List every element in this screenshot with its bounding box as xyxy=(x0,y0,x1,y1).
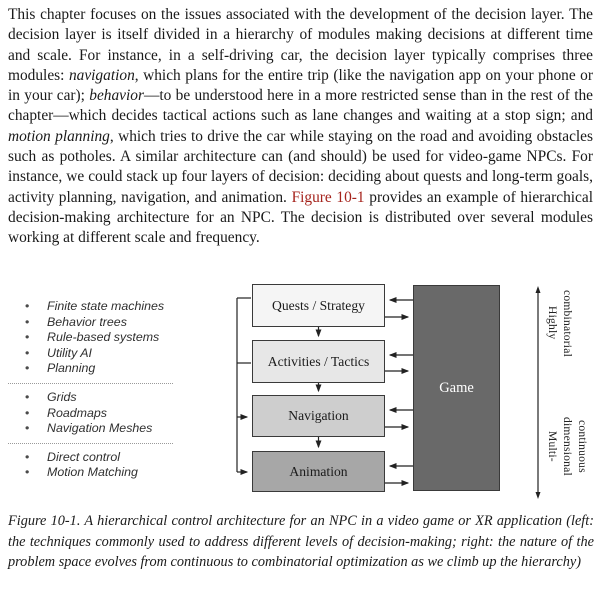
technique-item: • Navigation Meshes xyxy=(8,421,180,437)
axis-label-highly-combinatorial: Highly combinatorial xyxy=(546,289,574,357)
module-box-animation xyxy=(252,451,385,492)
axis-arrowhead-up xyxy=(536,286,541,293)
figure-10-1-link[interactable]: Figure 10-1 xyxy=(291,188,365,206)
dotted-divider xyxy=(8,383,173,384)
technique-item: • Rule-based systems xyxy=(8,330,180,346)
technique-item: • Utility AI xyxy=(8,346,180,362)
module-box-navigation xyxy=(252,395,385,437)
module-label: Activities / Tactics xyxy=(267,353,370,369)
techniques-group-decision xyxy=(8,299,180,377)
technique-item: • Finite state machines xyxy=(8,299,180,315)
paragraph-run: —to be understood here in a more restricted sense than in the rest of the chapter—which decides tactical actions such as lane changes and waiting at a stop sign; and xyxy=(8,87,593,125)
dotted-divider xyxy=(8,443,173,444)
game-label: Game xyxy=(439,379,474,396)
figure-caption: Figure 10-1. A hierarchical control architecture for an NPC in a video game or XR application (left: the techniques commonly used to address different levels of decision-making; right: the nature of the problem space evolves from continuous to combinatorial optimization as we climb up the hierarchy) xyxy=(8,513,594,571)
term-navigation: navigation xyxy=(68,66,135,84)
technique-item: • Grids xyxy=(8,390,180,406)
module-label: Quests / Strategy xyxy=(272,297,365,313)
axis-label-multidimensional-continuous: Multi-dimensional continuous xyxy=(546,416,589,476)
body-paragraph xyxy=(8,5,593,249)
term-behavior: behavior xyxy=(89,87,144,105)
technique-item: • Behavior trees xyxy=(8,315,180,331)
term-motion-planning: motion planning xyxy=(8,127,110,145)
techniques-list xyxy=(8,299,180,481)
technique-item: • Motion Matching xyxy=(8,465,180,481)
module-box-activities-tactics xyxy=(252,340,385,383)
figure-diagram xyxy=(0,278,600,510)
paragraph-run: , which tries to drive the car while staying on the road and avoiding obstacles such as potholes. A similar architecture can (and should) be used for video-game NPCs. For instance, we could stack up four layers of decision: deciding about quests and long-term goals, activity planning, navigation, and animation. xyxy=(8,127,593,206)
paragraph-run: This chapter focuses on the issues associated with the development of the decision layer. The decision layer is itself divided in a hierarchy of modules making decisions at different time and scale. For instance, in a self-driving car, the decision layer typically comprises three modules: xyxy=(8,6,593,84)
technique-item: • Roadmaps xyxy=(8,406,180,422)
techniques-group-navigation xyxy=(8,390,180,437)
axis-arrowhead-down xyxy=(536,492,541,499)
game-box xyxy=(413,285,500,491)
paragraph-run: provides an example of hierarchical decision-making architecture for an NPC. The decision is distributed over several modules working at different scale and frequency. xyxy=(8,188,593,247)
paragraph-run: , which plans for the entire trip (like the navigation app on your phone or in your car); xyxy=(8,66,594,105)
module-label: Navigation xyxy=(288,408,349,423)
technique-item: • Planning xyxy=(8,361,180,377)
techniques-group-animation xyxy=(8,450,180,481)
module-label: Animation xyxy=(289,463,348,479)
technique-item: • Direct control xyxy=(8,450,180,466)
module-box-quests-strategy xyxy=(252,284,385,327)
